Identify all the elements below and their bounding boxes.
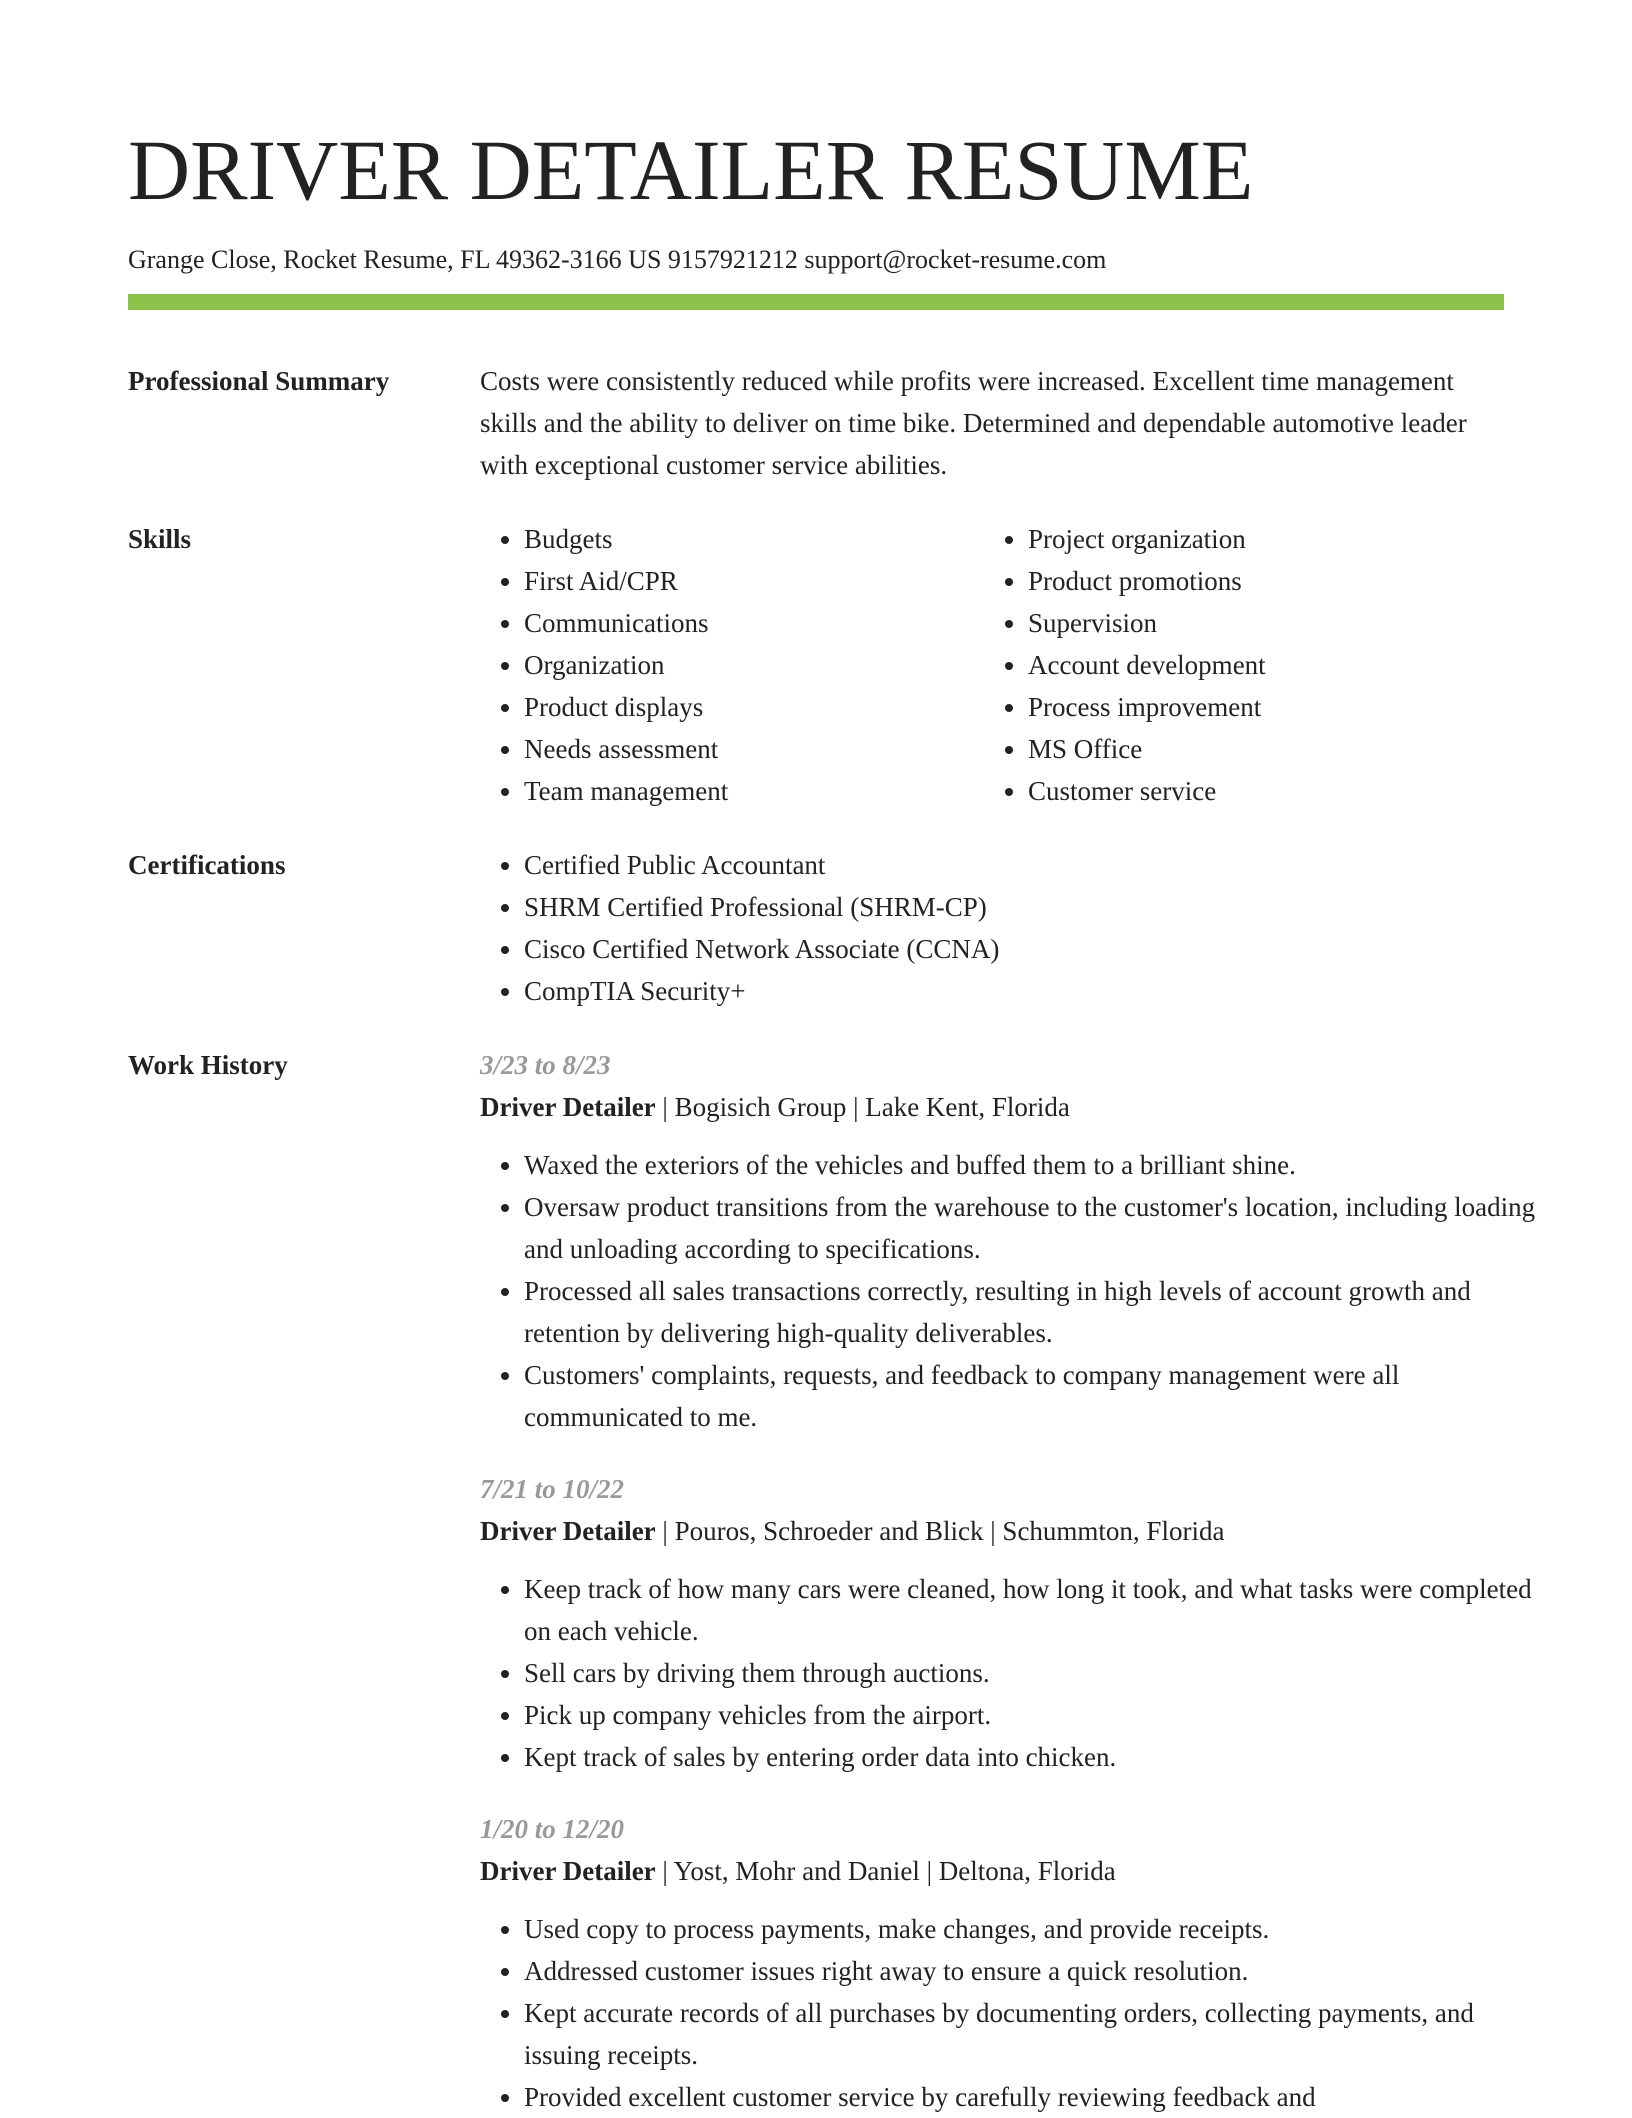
job-bullet: • Provided excellent customer service by carefully reviewing feedback and — [524, 2076, 1548, 2118]
contact-line — [128, 244, 1504, 276]
skill-item: • Customer service — [1028, 770, 1488, 812]
skill-item: • Budgets — [524, 518, 984, 560]
job-title: Driver Detailer — [480, 1856, 656, 1886]
summary-text: Costs were consistently reduced while profits were increased. Excellent time management skills and the ability to deliver on time bike. Determined and dependable automotive leader with exceptional customer service abilities. — [480, 366, 1467, 480]
job-heading — [480, 1086, 1548, 1128]
job-title: Driver Detailer — [480, 1092, 656, 1122]
skill-item: • MS Office — [1028, 728, 1488, 770]
job-bullet: • Used copy to process payments, make changes, and provide receipts. — [524, 1908, 1548, 1950]
certifications-heading: Certifications — [128, 850, 286, 880]
job-heading — [480, 1510, 1548, 1552]
skills-left-column — [480, 518, 984, 812]
job-dates: 7/21 to 10/22 — [480, 1474, 625, 1504]
job-company-location: | Bogisich Group | Lake Kent, Florida — [655, 1092, 1070, 1122]
job-bullet: • Kept track of sales by entering order data into chicken. — [524, 1736, 1548, 1778]
job-title: Driver Detailer — [480, 1516, 656, 1546]
job-heading — [480, 1850, 1548, 1892]
resume-page — [128, 0, 1536, 2118]
job-entry — [480, 1044, 1548, 1438]
skill-item: • Supervision — [1028, 602, 1488, 644]
job-bullet: • Sell cars by driving them through auctions. — [524, 1652, 1548, 1694]
contact-email: support@rocket-resume.com — [804, 245, 1107, 274]
job-entry — [480, 1468, 1548, 1778]
job-bullets — [480, 1908, 1548, 2118]
summary-heading: Professional Summary — [128, 366, 390, 396]
job-bullet: • Kept accurate records of all purchases by documenting orders, collecting payments, and issuing receipts. — [524, 1992, 1548, 2076]
certifications-section — [128, 844, 1504, 1012]
skill-item: • Communications — [524, 602, 984, 644]
job-dates: 1/20 to 12/20 — [480, 1814, 625, 1844]
contact-phone: 9157921212 — [667, 245, 798, 274]
skills-section — [128, 518, 1504, 812]
skills-heading: Skills — [128, 524, 192, 554]
skill-item: • Product promotions — [1028, 560, 1488, 602]
work-history-heading: Work History — [128, 1050, 288, 1080]
job-company-location: | Pouros, Schroeder and Blick | Schummton, Florida — [655, 1516, 1225, 1546]
job-company-location: | Yost, Mohr and Daniel | Deltona, Florida — [655, 1856, 1116, 1886]
certification-item: • Cisco Certified Network Associate (CCNA) — [524, 928, 1504, 970]
summary-section — [128, 360, 1504, 486]
skill-item: • Needs assessment — [524, 728, 984, 770]
skill-item: • Organization — [524, 644, 984, 686]
job-bullet: • Oversaw product transitions from the warehouse to the customer's location, including loading and unloading according to specifications. — [524, 1186, 1548, 1270]
contact-address: Grange Close, Rocket Resume, FL 49362-3166 US — [128, 245, 662, 274]
skill-item: • Team management — [524, 770, 984, 812]
certification-item: • SHRM Certified Professional (SHRM-CP) — [524, 886, 1504, 928]
skill-item: • First Aid/CPR — [524, 560, 984, 602]
job-bullet: • Waxed the exteriors of the vehicles and buffed them to a brilliant shine. — [524, 1144, 1548, 1186]
skills-right-column — [984, 518, 1488, 812]
header-divider — [128, 294, 1504, 310]
skill-item: • Account development — [1028, 644, 1488, 686]
job-bullets — [480, 1568, 1548, 1778]
skill-item: • Product displays — [524, 686, 984, 728]
skill-item: • Process improvement — [1028, 686, 1488, 728]
job-bullet: • Addressed customer issues right away to ensure a quick resolution. — [524, 1950, 1548, 1992]
certification-item: • CompTIA Security+ — [524, 970, 1504, 1012]
work-history-section — [128, 1044, 1536, 2118]
resume-title: DRIVER DETAILER RESUME — [128, 122, 1254, 218]
job-bullet: • Processed all sales transactions correctly, resulting in high levels of account growth and retention by delivering high-quality deliverables. — [524, 1270, 1548, 1354]
certification-item: • Certified Public Accountant — [524, 844, 1504, 886]
job-bullet: • Keep track of how many cars were cleaned, how long it took, and what tasks were completed on each vehicle. — [524, 1568, 1548, 1652]
job-bullet: • Customers' complaints, requests, and feedback to company management were all communicated to me. — [524, 1354, 1548, 1438]
job-bullet: • Pick up company vehicles from the airport. — [524, 1694, 1548, 1736]
skill-item: • Project organization — [1028, 518, 1488, 560]
job-bullets — [480, 1144, 1548, 1438]
job-entry — [480, 1808, 1548, 2118]
job-dates: 3/23 to 8/23 — [480, 1050, 611, 1080]
